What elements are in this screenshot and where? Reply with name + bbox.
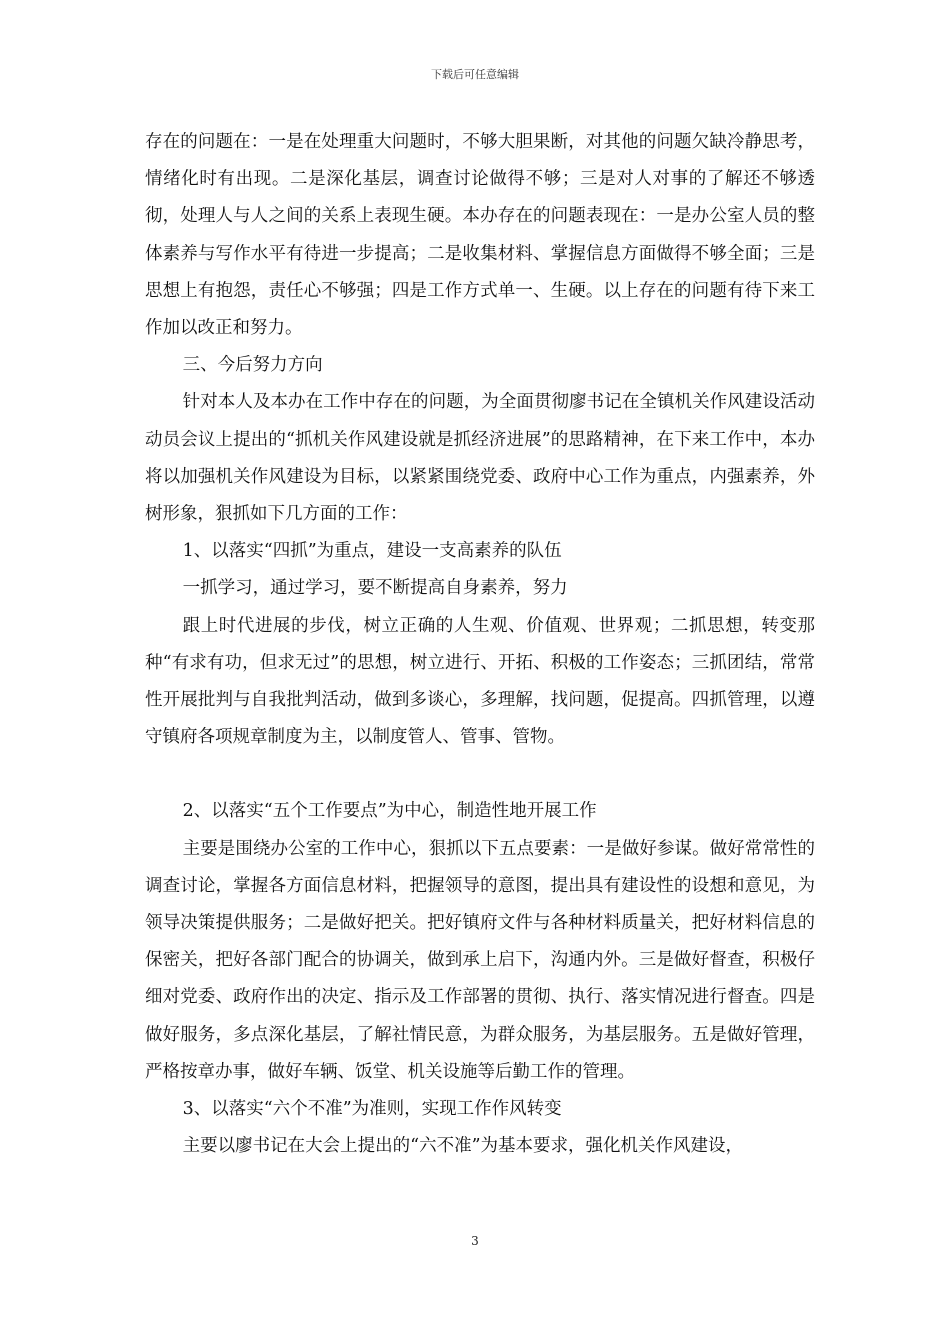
paragraph-four-grasps-detail: 跟上时代进展的步伐，树立正确的人生观、价值观、世界观；二抓思想，转变那种“有求有功，但求无过”的思想，树立进行、开拓、积极的工作姿态；三抓团结，常常性开展批判与自我批判活动，做到多谈心，多理解，找问题，促提高。四抓管理，以遵守镇府各项规章制度为主，以制度管人、管事、管物。 bbox=[145, 615, 815, 748]
paragraph-problems: 存在的问题在：一是在处理重大问题时，不够大胆果断，对其他的问题欠缺冷静思考，情绪化时有出现。二是深化基层，调查讨论做得不够；三是对人对事的了解还不够透彻，处理人与人之间的关系上表现生硬。本办存在的问题表现在：一是办公室人员的整体素养与写作水平有待进一步提高；二是收集材料、掌握信息方面做得不够全面；三是思想上有抱怨，责任心不够强；四是工作方式单一、生硬。以上存在的问题有待下来工作加以改正和努力。 bbox=[145, 132, 815, 339]
paragraph-intro: 针对本人及本办在工作中存在的问题，为全面贯彻廖书记在全镇机关作风建设活动动员会议上提出的“抓机关作风建设就是抓经济进展”的思路精神，在下来工作中，本办将以加强机关作风建设为目标，以紧紧围绕党委、政府中心工作为重点，内强素养，外树形象，狠抓如下几方面的工作： bbox=[145, 392, 815, 525]
subheading-six-prohibitions: 3、以落实“六个不准”为准则，实现工作作风转变 bbox=[182, 1099, 562, 1120]
page-number: 3 bbox=[471, 1234, 479, 1248]
subheading-five-points: 2、以落实“五个工作要点”为中心，制造性地开展工作 bbox=[182, 801, 597, 822]
paragraph-learning: 一抓学习，通过学习，要不断提高自身素养，努力 bbox=[182, 578, 568, 599]
paragraph-six-prohibitions-detail: 主要以廖书记在大会上提出的“六不准”为基本要求，强化机关作风建设， bbox=[182, 1136, 744, 1157]
paragraph-five-points-detail: 主要是围绕办公室的工作中心，狠抓以下五点要素：一是做好参谋。做好常常性的调查讨论，掌握各方面信息材料，把握领导的意图，提出具有建设性的设想和意见，为领导决策提供服务；二是做好把关。把好镇府文件与各种材料质量关，把好材料信息的保密关，把好各部门配合的协调关，做到承上启下，沟通内外。三是做好督查，积极仔细对党委、政府作出的决定、指示及工作部署的贯彻、执行、落实情况进行督查。四是做好服务，多点深化基层，了解社情民意，为群众服务，为基层服务。五是做好管理，严格按章办事，做好车辆、饭堂、机关设施等后勤工作的管理。 bbox=[145, 838, 815, 1082]
blank-line bbox=[145, 756, 815, 793]
document-body bbox=[145, 124, 815, 1165]
section-heading-future-direction: 三、今后努力方向 bbox=[182, 355, 323, 376]
page-header: 下载后可任意编辑 bbox=[431, 68, 519, 81]
subheading-four-grasps: 1、以落实“四抓”为重点，建设一支高素养的队伍 bbox=[182, 541, 562, 562]
